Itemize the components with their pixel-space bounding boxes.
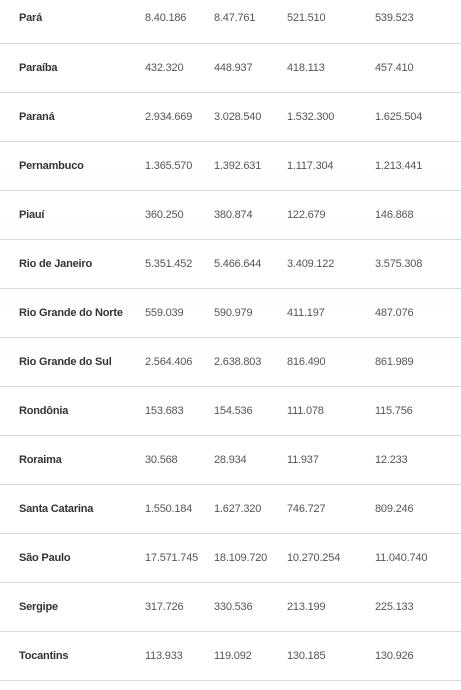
value-col-4: 115.756 — [375, 405, 413, 417]
table-row — [0, 632, 461, 681]
value-col-4: 809.246 — [375, 503, 414, 515]
table-row — [0, 485, 461, 534]
state-name: Rondônia — [19, 405, 69, 417]
table-row — [0, 44, 461, 93]
value-col-4: 11.040.740 — [375, 552, 428, 564]
value-col-2: 590.979 — [214, 307, 253, 319]
value-col-3: 130.185 — [287, 650, 326, 662]
value-col-3: 10.270.254 — [287, 552, 341, 564]
value-col-2: 5.466.644 — [214, 258, 262, 270]
table-row — [0, 289, 461, 338]
value-col-3: 3.409.122 — [287, 258, 335, 270]
value-col-4: 12.233 — [375, 454, 408, 466]
value-col-2: 28.934 — [214, 454, 247, 466]
state-name: São Paulo — [19, 552, 71, 564]
value-col-4: 487.076 — [375, 307, 414, 319]
value-col-1: 30.568 — [145, 454, 178, 466]
value-col-2: 3.028.540 — [214, 111, 262, 123]
value-col-1: 2.564.406 — [145, 356, 193, 368]
state-name: Roraima — [19, 454, 62, 466]
value-col-3: 1.532.300 — [287, 111, 335, 123]
table-row — [0, 240, 461, 289]
value-col-1: 17.571.745 — [145, 552, 199, 564]
value-col-3: 111.078 — [287, 405, 324, 417]
state-name: Paraná — [19, 111, 55, 123]
table-row — [0, 534, 461, 583]
value-col-2: 1.392.631 — [214, 160, 262, 172]
value-col-1: 153.683 — [145, 405, 184, 417]
value-col-3: 521.510 — [287, 12, 326, 24]
value-col-4: 457.410 — [375, 62, 414, 74]
state-name: Tocantins — [19, 650, 69, 662]
state-name: Pernambuco — [19, 160, 84, 172]
state-name: Paraíba — [19, 62, 58, 74]
value-col-1: 317.726 — [145, 601, 184, 613]
table-row — [0, 583, 461, 632]
value-col-1: 2.934.669 — [145, 111, 193, 123]
state-name: Sergipe — [19, 601, 58, 613]
value-col-2: 448.937 — [214, 62, 253, 74]
value-col-4: 130.926 — [375, 650, 414, 662]
table-row — [0, 387, 461, 436]
value-col-1: 1.365.570 — [145, 160, 193, 172]
value-col-2: 330.536 — [214, 601, 253, 613]
value-col-4: 1.625.504 — [375, 111, 423, 123]
value-col-1: 432.320 — [145, 62, 184, 74]
value-col-3: 418.113 — [287, 62, 325, 74]
value-col-3: 1.117.304 — [287, 160, 334, 172]
value-col-4: 539.523 — [375, 12, 414, 24]
value-col-1: 1.550.184 — [145, 503, 193, 515]
value-col-3: 746.727 — [287, 503, 326, 515]
value-col-1: 360.250 — [145, 209, 184, 221]
value-col-2: 1.627.320 — [214, 503, 262, 515]
table-row — [0, 191, 461, 240]
table-row — [0, 436, 461, 485]
state-name: Rio de Janeiro — [19, 258, 92, 270]
value-col-1: 113.933 — [145, 650, 183, 662]
value-col-3: 816.490 — [287, 356, 326, 368]
value-col-4: 1.213.441 — [375, 160, 423, 172]
state-name: Rio Grande do Norte — [19, 307, 123, 319]
table-row — [0, 0, 461, 44]
value-col-2: 8.47.761 — [214, 12, 256, 24]
state-name: Pará — [19, 12, 43, 24]
value-col-1: 5.351.452 — [145, 258, 193, 270]
value-col-2: 2.638.803 — [214, 356, 262, 368]
value-col-2: 154.536 — [214, 405, 253, 417]
value-col-2: 119.092 — [214, 650, 252, 662]
state-name: Santa Catarina — [19, 503, 94, 515]
value-col-4: 225.133 — [375, 601, 414, 613]
value-col-4: 146.868 — [375, 209, 414, 221]
table-row — [0, 142, 461, 191]
value-col-1: 559.039 — [145, 307, 184, 319]
value-col-3: 122.679 — [287, 209, 326, 221]
value-col-4: 861.989 — [375, 356, 414, 368]
value-col-3: 11.937 — [287, 454, 319, 466]
state-name: Rio Grande do Sul — [19, 356, 112, 368]
value-col-1: 8.40.186 — [145, 12, 187, 24]
table-row — [0, 93, 461, 142]
value-col-4: 3.575.308 — [375, 258, 423, 270]
state-name: Piauí — [19, 209, 45, 221]
value-col-2: 380.874 — [214, 209, 253, 221]
table-row — [0, 338, 461, 387]
value-col-2: 18.109.720 — [214, 552, 268, 564]
value-col-3: 213.199 — [287, 601, 326, 613]
value-col-3: 411.197 — [287, 307, 325, 319]
